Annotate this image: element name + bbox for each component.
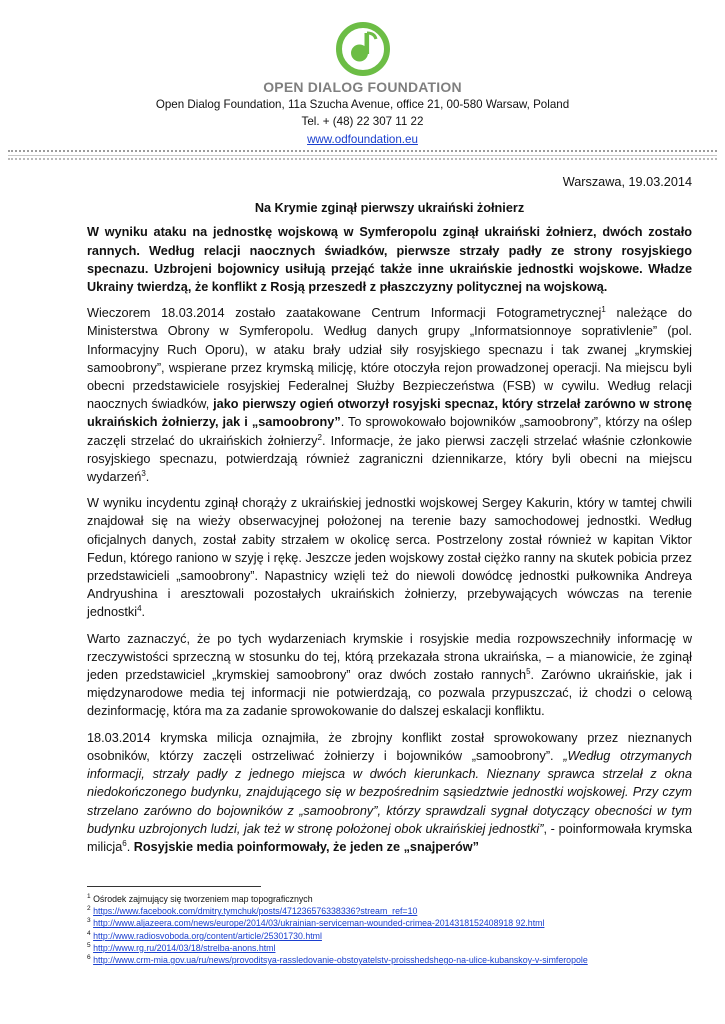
header-divider-dotted xyxy=(8,150,717,152)
org-website-link[interactable]: www.odfoundation.eu xyxy=(307,133,418,146)
footnote-1: $^1$ Ośrodek zajmujący się tworzeniem map topograficznych xyxy=(87,893,313,904)
footnote-4: $^4$ http://www.radiosvoboda.org/content/article/25301730.html xyxy=(87,929,322,941)
footnote-ref-5[interactable]: 5 xyxy=(526,666,531,676)
article-title: Na Krymie zginął pierwszy ukraiński żołnierz xyxy=(254,201,525,216)
footnote-ref-4[interactable]: 4 xyxy=(137,604,142,614)
emphasis-text: Rosyjskie media poinformowały, że jeden ze „snajperów” xyxy=(133,839,480,854)
header-divider-dotted-lower xyxy=(8,158,717,160)
footnote-3: $^3$ http://www.aljazeera.com/news/europe/2014/03/ukrainian-serviceman-wounded-crimea-2014318152408918 92.html xyxy=(87,917,545,929)
paragraph-4: 18.03.2014 krymska milicja oznajmiła, że zbrojny konflikt został sprowokowany przez nieznanych osobników, którzy zaczęli ostrzeliwać żołnierzy i bojowników „samoobrony”. „Według otrzymanych informacji, strzały padły z jednego miejsca w dwóch kierunkach. Nieznany sprawca strzelał z okna niedokończonego budynku, znajdującego się w bezpośrednim sąsiedztwie jednostki wojskowej. Przy czym strzelano zarówno do bojowników z „samoobrony”, którzy sprawdzali sygnał dotyczący obecności w tym budynku uzbrojonych ludzi, jak też w stronę położonej obok ukraińskiej jednostki”, - poinformowała krymska milicja$^6$. Rosyjskie media poinformowały, że jeden ze „snajperów” xyxy=(87,730,693,854)
footnote-separator xyxy=(87,886,261,887)
footnote-link[interactable]: http://www.crm-mia.gov.ua/ru/news/provoditsya-rassledovanie-obstoyatelstv-proisshedshego-na-ulice-kubanskoy-v-simferopole xyxy=(93,955,588,966)
footnote-link[interactable]: http://www.aljazeera.com/news/europe/2014/03/ukrainian-serviceman-wounded-crimea-2014318152408918 92.html xyxy=(93,918,545,929)
footnote-ref-1[interactable]: 1 xyxy=(601,304,606,314)
quote-text: „Według otrzymanych informacji, strzały padły z jednego miejsca w dwóch kierunkach. Nieznany sprawca strzelał z okna niedokończonego budynku, znajdującego się w bezpośrednim sąsiedztwie jednostki wojskowej. Przy czym strzelano zarówno do bojowników z „samoobrony”, którzy sprawdzali sygnał dotyczący obecności w tym budynku uzbrojonych ludzi, jak też w stronę położonej obok ukraińskiej jednostki” xyxy=(87,748,692,836)
paragraph-2: W wyniku incydentu zginął chorąży z ukraińskiej jednostki wojskowej Sergey Kakurin, który w tamtej chwili znajdował się na wieży obserwacyjnej położonej na terenie bazy samochodowej jednostki. Według oficjalnych danych, został zabity strzałem w okolicę serca. Postrzelony został również w kapitan Viktor Fedun, którego raniono w szyję i rękę. Jeszcze jeden wojskowy został ciężko ranny na skutek pobicia przez przedstawicieli „samoobrony”. Napastnicy wzięli też do niewoli dowódcę jednostki pułkownika Andreya Andryushina i aresztowali pozostałych ukraińskich żołnierzy, przebywających wówczas na terenie jednostki$^4$. xyxy=(87,496,692,620)
emphasis-text: jako pierwszy ogień otworzył rosyjski specnaz, który strzelał zarówno w stronę ukraińskich żołnierzy, jak i „samoobrony” xyxy=(87,397,692,430)
footnote-6: $^6$ http://www.crm-mia.gov.ua/ru/news/provoditsya-rassledovanie-obstoyatelstv-proisshedshego-na-ulice-kubanskoy-v-simferopole xyxy=(87,954,588,966)
footnote-ref-2[interactable]: 2 xyxy=(317,432,322,442)
odf-logo-icon xyxy=(336,22,390,76)
footnote-2: $^2$ https://www.facebook.com/dmitry.tymchuk/posts/471236576338336?stream_ref=10 xyxy=(87,905,418,917)
letterhead xyxy=(0,78,725,148)
footnote-link[interactable]: https://www.facebook.com/dmitry.tymchuk/posts/471236576338336?stream_ref=10 xyxy=(93,906,418,917)
footnote-link[interactable]: http://www.radiosvoboda.org/content/article/25301730.html xyxy=(93,930,322,941)
article-body xyxy=(87,173,692,864)
footnotes xyxy=(87,893,707,966)
article-lead: W wyniku ataku na jednostkę wojskową w Symferopolu zginął ukraiński żołnierz, dwóch zostało rannych. Według relacji naocznych świadków, pierwsze strzały padły ze strony rosyjskiego specnazu. Uzbrojeni bojownicy usiłują przejąć także inne ukraińskie jednostki wojskowe. Władze Ukrainy twierdzą, że konflikt z Rosją przeszedł z płaszczyzny politycznej na wojskową. xyxy=(87,225,692,295)
footnote-link[interactable]: http://www.rg.ru/2014/03/18/strelba-anons.html xyxy=(93,942,276,953)
footnote-ref-6[interactable]: 6 xyxy=(122,838,127,848)
paragraph-3: Warto zaznaczyć, że po tych wydarzeniach krymskie i rosyjskie media rozpowszechniły informację w rzeczywistości sprzeczną w stosunku do tej, którą przekazała strona ukraińska, – a mianowicie, że zginął jeden przedstawiciel „krymskiej samoobrony” oraz dwóch zostało rannych$^5$. Zarówno ukraińskie, jak i międzynarodowe media tej informacji nie potwierdzają, co pozwala przypuszczać, iż chodzi o celową dezinformację, która ma za zadanie sprowokowanie do dalszej eskalacji konfliktu. xyxy=(87,631,692,719)
paragraph-1: Wieczorem 18.03.2014 zostało zaatakowane Centrum Informacji Fotogrametrycznej$^1$ należące do Ministerstwa Obrony w Symferopolu. Według danych grupy „Informatsionnoye sopratіvlenie” (pol. Informacyjny Ruch Oporu), w ataku brały udział siły rosyjskiego specnazu i tak zwanej „krymskiej samoobrony”, wspierane przez krymską milicję, które otoczyła rejon prowadzonej operacji. Na miejscu byli obecni przedstawiciele rosyjskiej Federalnej Służby Bezpieczeństwa (FSB) w cywilu. Według relacji naocznych świadków, jako pierwszy ogień otworzył rosyjski specnaz, który strzelał zarówno w stronę ukraińskich żołnierzy, jak i „samoobrony”. To sprowokowało bojowników „samoobrony”, którzy na oślep zaczęli strzelać do ukraińskich żołnierzy$^2$. Informacje, że jako pierwsi zaczęli strzelać właśnie członkowie rosyjskiego specnazu, potwierdzają również zagraniczni dziennikarze, który byli obecni na miejscu wydarzeń$^3$. xyxy=(87,304,693,485)
org-phone: Tel. + (48) 22 307 11 22 xyxy=(301,115,424,128)
org-name: OPEN DIALOG FOUNDATION xyxy=(263,79,462,95)
footnote-ref-3[interactable]: 3 xyxy=(141,468,146,478)
article-date: Warszawa, 19.03.2014 xyxy=(562,175,692,189)
header-divider-line xyxy=(8,155,717,156)
org-address: Open Dialog Foundation, 11a Szucha Avenue, office 21, 00-580 Warsaw, Poland xyxy=(155,98,570,111)
footnote-5: $^5$ http://www.rg.ru/2014/03/18/strelba-anons.html xyxy=(87,941,276,953)
